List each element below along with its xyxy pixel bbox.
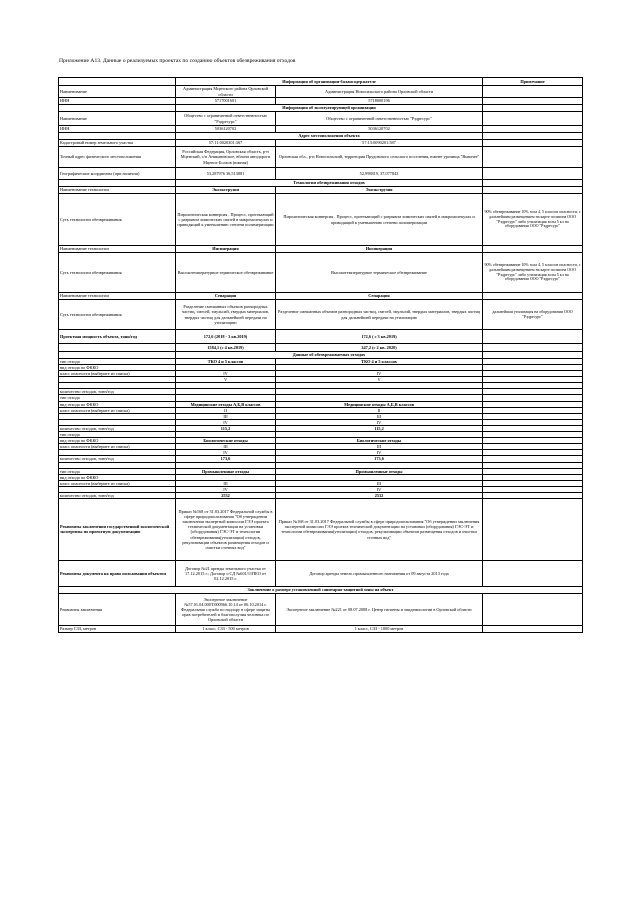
cell-value: 2532 xyxy=(276,492,483,498)
cell-value: Экоэкструзия xyxy=(176,187,276,194)
row-label: тип отхода xyxy=(59,359,176,365)
cell-value: III xyxy=(176,444,276,450)
cell-value: 115,2 xyxy=(276,425,483,431)
row-label: Размер СЗЗ, метров xyxy=(59,625,176,632)
cell-value: 347,2 (с 2 кв. 2020) xyxy=(276,344,483,352)
cell-value: Орловская обл., р-н Новосильский, территория Прудовского сельского поселения, южнее урочища "Вышнее" xyxy=(276,147,483,168)
cell-value: 2532 xyxy=(176,492,276,498)
row-label: Суть технологии обезвреживания xyxy=(59,300,176,330)
row-label: количество отходов, тонн/год xyxy=(59,389,176,395)
operator-section-header: Информация об эксплуатирующей организации xyxy=(176,105,483,112)
row-label: Реквизиты заключения xyxy=(59,593,176,625)
cell-value: III xyxy=(176,480,276,486)
row-label: вид отхода по ФККО xyxy=(59,365,176,371)
cell-value: Договор аренды земель промышленного назначения от 09 августа 2013 года xyxy=(276,560,483,586)
cell-value: III xyxy=(276,413,483,419)
cell-value: IV xyxy=(276,419,483,425)
row-label: тип отхода xyxy=(59,468,176,474)
cell-value: Промышленные отходы xyxy=(276,468,483,474)
cell-value: ТКО 4 и 5 классов xyxy=(276,359,483,365)
row-label: Проектная мощность объекта, тонн/год xyxy=(59,330,176,344)
cell-value: Договор №21 аренды земельного участка от 17.12.2015 г.; Договор о СД №601/11ПЕО от 02.12.2015 г. xyxy=(176,560,276,586)
szz-section-header: Заключение о размере установленной санитарно-защитной зоны на объект xyxy=(59,586,583,593)
row-label: Реквизиты заключения государственной экологической экспертизы по проектную документацию xyxy=(59,498,176,560)
cell-value: 5717001601 xyxy=(176,98,276,105)
row-label: Суть технологии обезвреживания xyxy=(59,194,176,246)
cell-value: 5036120702 xyxy=(276,126,483,133)
row-label: количество отходов, тонн/год xyxy=(59,425,176,431)
cell-value: Инсинерация xyxy=(276,246,483,253)
page-caption: Приложение А13. Данные о реализуемых проектах по созданию объектов обезвреживания отходов xyxy=(59,58,296,64)
row-label: вид отхода по ФККО xyxy=(59,438,176,444)
row-label: класс опасности (выберите из списка) xyxy=(59,371,176,377)
cell-value: 172,6 ( с 3 кв.2019) xyxy=(276,330,483,344)
cell-value: Экспертное заключение №57.01.04.000Т.000966.10.14 от 06.10.2014 г. Федеральная служба по надзору в сфере защиты прав потребителей и благополучия человека по Орловской области xyxy=(176,593,276,625)
cell-value: Пиролитическая конверсия . Процесс, протекающий с разрывом химических связей в макромолекулах и приводящий к уменьшению степени полимеризации xyxy=(176,194,276,246)
row-label: класс опасности (выберите из списка) xyxy=(59,444,176,450)
cell-value: Сепарация xyxy=(176,293,276,300)
row-label: Суть технологии обезвреживания xyxy=(59,253,176,293)
cell-value: Администрация Новосильского района Орловской области xyxy=(276,86,483,98)
tech-section-header: Технологии обезвреживания отходов xyxy=(176,180,483,187)
cell-value: 115,2 xyxy=(176,425,276,431)
cell-value: IV xyxy=(176,419,276,425)
cell-value: Промышленные отходы xyxy=(176,468,276,474)
cell-value: II xyxy=(176,407,276,413)
cell-value: Медицинские отходы А,Б,В классов xyxy=(176,401,276,407)
cell-value: 57:13:0090201:587 xyxy=(276,140,483,147)
cell-value: Российская Федерация, Орловская область, р-н Мценский, с/п Аникановское, вблизи автодороги Мценск-Болхов (южная) xyxy=(176,147,276,168)
row-label: Точный адрес физического местоположения xyxy=(59,147,176,168)
cell-value: IV xyxy=(276,450,483,456)
cell-value: Разделение смешанных объемов разнородных частиц, смесей, эмульсий, твердых материалов, твердых частиц для дальнейшей передачи на утилизацию xyxy=(176,300,276,330)
cell-value: IV xyxy=(176,371,276,377)
cell-value: Высокотемпературное термическое обезвреживание xyxy=(176,253,276,293)
cell-value: 1 класс, СЗЗ - 500 метров xyxy=(176,625,276,632)
cell-value: Биологические отходы xyxy=(276,438,483,444)
row-label: Наименование технологии xyxy=(59,293,176,300)
row-label: Наименование технологии xyxy=(59,187,176,194)
cell-value: 173,6 xyxy=(176,456,276,462)
cell-value: IV xyxy=(176,450,276,456)
row-label: ИНН xyxy=(59,126,176,133)
cell-value: V xyxy=(176,377,276,383)
cell-value: Биологические отходы xyxy=(176,438,276,444)
row-label: тип отхода xyxy=(59,432,176,438)
cell-value: 53,287976 36,513881 xyxy=(176,168,276,180)
cell-value: III xyxy=(276,480,483,486)
cell-value: 5036120702 xyxy=(176,126,276,133)
cell-value: V xyxy=(276,377,483,383)
cell-value: Инсинерация xyxy=(176,246,276,253)
note-cell: дальнейшая утилизация на оборудовании ООО "Рэдресурс" xyxy=(483,300,583,330)
note-cell: 90% обезвреживание 10% зола 4, 5 классов опасности, с дальнейшим размещением на карте полигона ООО "Рэдресурс" либо утилизация золы 5 кл на оборудовании ООО "Рэдресурс" xyxy=(483,194,583,246)
address-section-header: Адрес местоположения объекта xyxy=(176,133,483,140)
row-label: Кадастровый номер земельного участка xyxy=(59,140,176,147)
waste-section-header: Данные об обезвреживаемых отходах xyxy=(176,352,483,359)
cell-value: Приказ №168 от 31.03.2017 Федеральной службы в сфере природопользования "Об утверждении заключения экспертной комиссии ГЭЭ проекта технической документации на установки (оборудования) ГЭС-ЭТ и технологии обезвреживания(утилизации) отходов, рекультивации объектов размещения отходов и очистки сточных вод" xyxy=(276,498,483,560)
row-label: количество отходов, тонн/год xyxy=(59,492,176,498)
cell-value: IV xyxy=(276,486,483,492)
note-header: Примечание xyxy=(483,78,583,86)
cell-value: Приказ №168 от 31.03.2017 Федеральной службы в сфере природопользования "Об утверждении заключения экспертной комиссии ГЭЭ проекта технической документации на установки (оборудования) ГЭС-ЭТ и технологии обезвреживания(утилизации) отходов, рекультивации объектов размещения отходов и очистки сточных вод" xyxy=(176,498,276,560)
projects-table xyxy=(58,77,583,633)
cell-value: 57:11:0020301:367 xyxy=(176,140,276,147)
cell-value: 52,998819, 37,077843 xyxy=(276,168,483,180)
row-label: вид отхода по ФККО xyxy=(59,474,176,480)
row-label: Реквизиты документа на право пользования объектом xyxy=(59,560,176,586)
cell-value: Экоэкструзия xyxy=(276,187,483,194)
cell-value: 172,6 (2018 - 3 кв.2019) xyxy=(176,330,276,344)
row-label: класс опасности (выберите из списка) xyxy=(59,480,176,486)
cell-value: Разделение смешанных объемов разнородных частиц, смесей, эмульсий, твердых материалов, твердых частиц для дальнейшей передачи на утилизацию xyxy=(276,300,483,330)
cell-value: III xyxy=(176,413,276,419)
row-label: Географические координаты (при наличии) xyxy=(59,168,176,180)
row-label: вид отхода по ФККО xyxy=(59,401,176,407)
cell-value: II xyxy=(276,407,483,413)
row-label: Наименование xyxy=(59,86,176,98)
cell-value: ТКО 4 и 5 классов xyxy=(176,359,276,365)
cell-value: 1 класс, СЗЗ - 1000 метров xyxy=(276,625,483,632)
row-label: количество отходов, тонн/год xyxy=(59,456,176,462)
row-label: ИНН xyxy=(59,98,176,105)
cell-value: Администрация Мценского района Орловской области xyxy=(176,86,276,98)
row-label: класс опасности (выберите из списка) xyxy=(59,407,176,413)
cell-value: Высокотемпературное термическое обезвреживание xyxy=(276,253,483,293)
cell-value: 173,6 xyxy=(276,456,483,462)
org-section-header: Информация об организации-балансодержателе xyxy=(176,78,483,86)
row-label: тип отхода xyxy=(59,395,176,401)
cell-value: Общество с ограниченной ответственностью "Рэдресурс" xyxy=(276,112,483,126)
cell-value: Экспертное заключение №221 от 08.07.2008 г. Центр гигиены и эпидемиологии в Орловской области xyxy=(276,593,483,625)
note-cell: 90% обезвреживание 10% зола 4, 5 классов опасности, с дальнейшим размещением на карте полигона ООО "Рэдресурс" либо утилизация золы 5 кл на оборудовании ООО "Рэдресурс" xyxy=(483,253,583,293)
cell-value: 5718000196 xyxy=(276,98,483,105)
cell-value: III xyxy=(276,444,483,450)
row-label: Наименование технологии xyxy=(59,246,176,253)
cell-value: IV xyxy=(276,371,483,377)
cell-value: Общество с ограниченной ответственностью "Рэдресурс" xyxy=(176,112,276,126)
cell-value: Сепарация xyxy=(276,293,483,300)
cell-value: Медицинские отходы А,Б,В классов xyxy=(276,401,483,407)
cell-value: 1584,1 (с 4 кв.2019) xyxy=(176,344,276,352)
cell-value: Пиролитическая конверсия . Процесс, протекающий с разрывом химических связей в макромолекулах и приводящий к уменьшению степени полимеризации xyxy=(276,194,483,246)
cell-value: IV xyxy=(176,486,276,492)
row-label: Наименование xyxy=(59,112,176,126)
